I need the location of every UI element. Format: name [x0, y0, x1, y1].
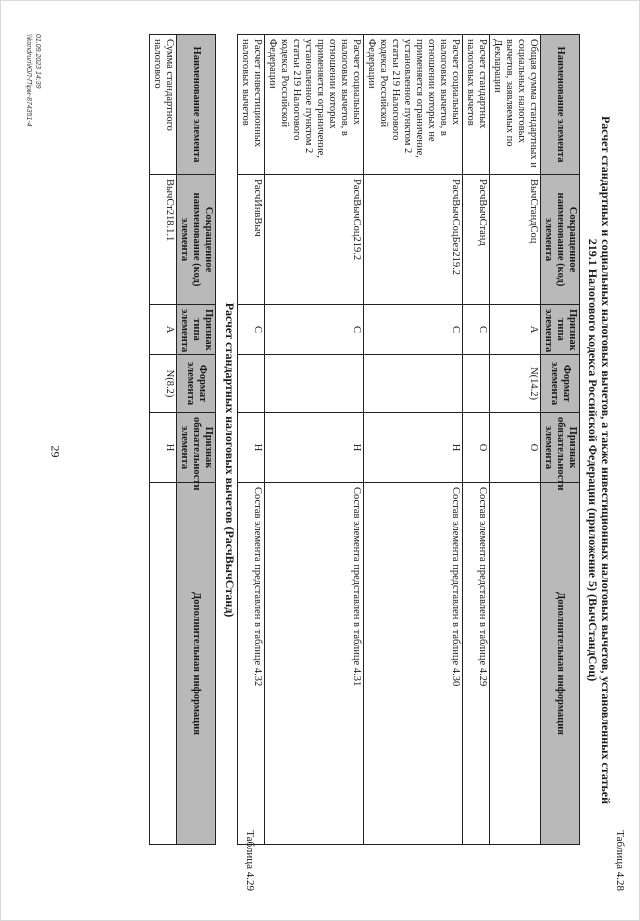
table-cell: С [364, 305, 463, 355]
t1-col-header-5: Признак обязательности элемента [541, 413, 580, 483]
table-4-28-header-row [541, 35, 580, 845]
table-4-28-heading: Расчет стандартных и социальных налоговых вычетов, а также инвестиционных налоговых вычетов, установленных статьей 219.1 Налогового кодекса Российской Федерации (приложение 5) (ВычСтандСоц) [586, 115, 613, 805]
table-row [265, 35, 364, 845]
table-cell: О [463, 413, 490, 483]
t2-col-header-2: Сокращенное наименование (код) элемента [177, 175, 216, 305]
table-cell: РасчВычСоцБез219.2 [364, 175, 463, 305]
table-cell: РасчИнвВыч [238, 175, 265, 305]
table-cell [364, 355, 463, 413]
table-cell: О [490, 413, 541, 483]
table-cell [238, 355, 265, 413]
table-4-28-caption-no: Таблица 4.28 [614, 830, 626, 891]
table-cell: N(8.2) [150, 355, 177, 413]
file-stamp [24, 34, 42, 127]
table-cell: С [238, 305, 265, 355]
table-cell: Н [364, 413, 463, 483]
stamp-date: 01.09.2023 14:39 [34, 34, 41, 89]
table-cell: Расчет инвестиционных налоговых вычетов [238, 35, 265, 175]
t2-col-header-6: Дополнительная информация [177, 483, 216, 845]
table-row [490, 35, 541, 845]
table-cell [463, 355, 490, 413]
table-cell [265, 355, 364, 413]
table-cell: Состав элемента представлен в таблице 4.32 [238, 483, 265, 845]
table-cell: Н [238, 413, 265, 483]
table-cell: Расчет социальных налоговых вычетов, в отношении которых применяется ограничение, установленное пунктом 2 статьи 219 Налогового кодекса Российской Федерации [265, 35, 364, 175]
t2-col-header-1: Наименование элемента [177, 35, 216, 175]
table-cell [490, 483, 541, 845]
table-cell: Расчет социальных налоговых вычетов, в отношении которых не применяется ограничение, установленное пунктом 2 статьи 219 Налогового кодекса Российской Федерации [364, 35, 463, 175]
table-4-29-body [150, 35, 177, 845]
table-cell: Н [265, 413, 364, 483]
t1-col-header-1: Наименование элемента [541, 35, 580, 175]
table-cell: Н [150, 413, 177, 483]
table-cell [150, 483, 177, 845]
table-cell: ВычСт218.1.1 [150, 175, 177, 305]
table-cell: Состав элемента представлен в таблице 4.31 [265, 483, 364, 845]
table-cell: ВычСтандСоц [490, 175, 541, 305]
table-cell: Расчет стандартных налоговых вычетов [463, 35, 490, 175]
table-row [238, 35, 265, 845]
t2-col-header-3: Признак типа элемента [177, 305, 216, 355]
t2-col-header-4: Формат элемента [177, 355, 216, 413]
table-cell: Состав элемента представлен в таблице 4.29 [463, 483, 490, 845]
table-cell: N(14.2) [490, 355, 541, 413]
table-4-29-header-row [177, 35, 216, 845]
t1-col-header-4: Формат элемента [541, 355, 580, 413]
table-cell: С [463, 305, 490, 355]
table-cell: A [490, 305, 541, 355]
table-cell: Сумма стандартного налогового [150, 35, 177, 175]
table-cell: A [150, 305, 177, 355]
table-row [463, 35, 490, 845]
t2-col-header-5: Признак обязательности элемента [177, 413, 216, 483]
t1-col-header-2: Сокращенное наименование (код) элемента [541, 175, 580, 305]
table-4-28-body [238, 35, 541, 845]
table-cell: С [265, 305, 364, 355]
table-row [150, 35, 177, 845]
table-cell: Состав элемента представлен в таблице 4.30 [364, 483, 463, 845]
stamp-path: \\kondrun\ЮЛ-П\рм-874351-4 [25, 34, 32, 127]
table-cell: РасчВычСоц219.2 [265, 175, 364, 305]
table-4-28-grid [237, 34, 580, 845]
table-4-29-heading: Расчет стандартных налоговых вычетов (РасчВычСтанд) [223, 302, 237, 618]
table-cell: РасчВычСтанд [463, 175, 490, 305]
page-number-display: 29 [48, 445, 63, 458]
table-cell: Общая сумма стандартных и социальных налоговых вычетов, заявляемых по Декларации [490, 35, 541, 175]
t1-col-header-3: Признак типа элемента [541, 305, 580, 355]
t1-col-header-6: Дополнительная информация [541, 483, 580, 845]
table-4-29-grid [149, 34, 216, 845]
table-row [364, 35, 463, 845]
table-4-29-caption-no: Таблица 4.29 [244, 830, 256, 891]
